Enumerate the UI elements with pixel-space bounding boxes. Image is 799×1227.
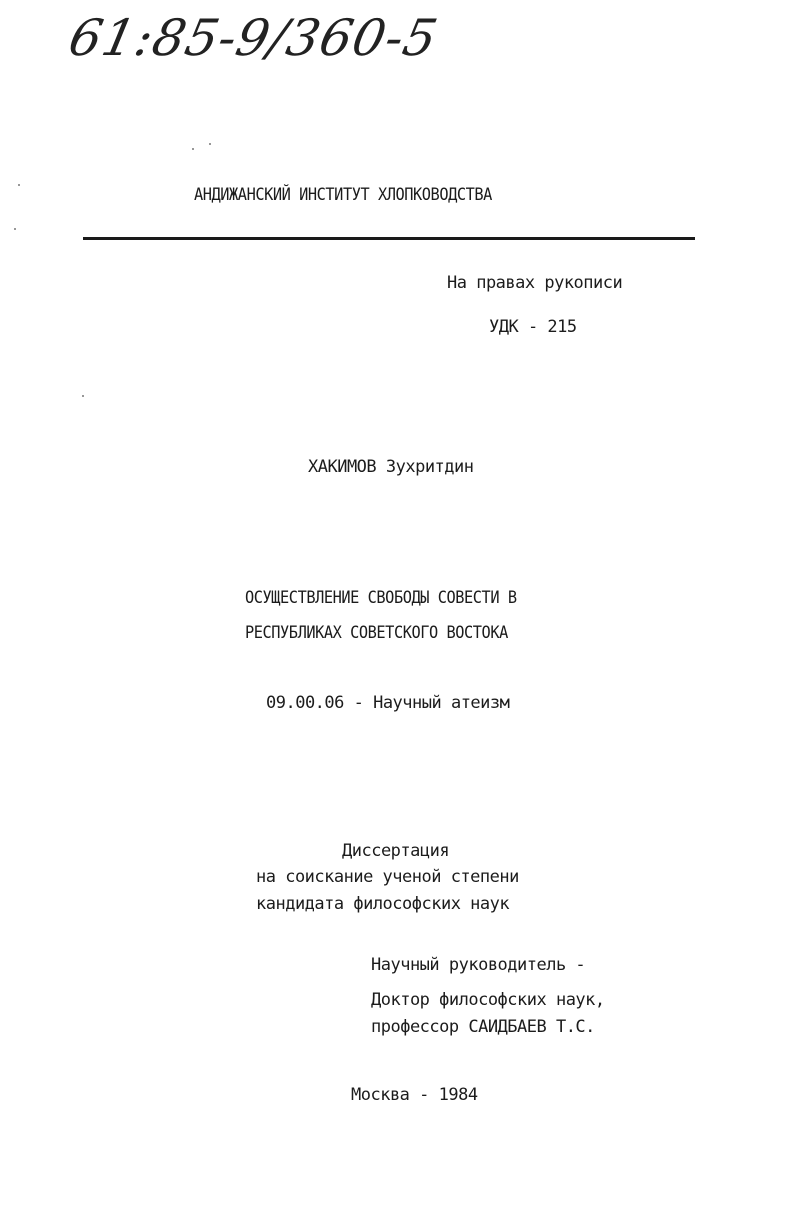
advisor-line: Доктор философских наук, [371,990,605,1010]
title-line: ОСУЩЕСТВЛЕНИЕ СВОБОДЫ СОВЕСТИ В [245,588,517,608]
title-line: РЕСПУБЛИКАХ СОВЕТСКОГО ВОСТОКА [245,623,508,643]
scan-speck [18,184,20,186]
header-divider [83,237,695,240]
author-name: ХАКИМОВ Зухритдин [308,457,474,477]
description-line: на соискание ученой степени [256,867,519,887]
scan-speck [82,395,84,397]
institution-name: АНДИЖАНСКИЙ ИНСТИТУТ ХЛОПКОВОДСТВА [194,185,492,205]
advisor-line: Научный руководитель - [371,955,586,975]
advisor-line: профессор САИДБАЕВ Т.С. [371,1017,595,1037]
scan-speck [14,228,16,230]
handwritten-catalog-mark: 61:85-9/360-5 [63,9,443,67]
manuscript-rights: На правах рукописи [447,273,623,293]
description-line: Диссертация [342,841,450,861]
udk-code: УДК - 215 [489,317,577,337]
specialty-code: 09.00.06 - Научный атеизм [266,693,510,713]
scan-speck [192,148,194,150]
place-and-year: Москва - 1984 [351,1085,478,1105]
scan-speck [209,143,211,145]
description-line: кандидата философских наук [256,894,510,914]
